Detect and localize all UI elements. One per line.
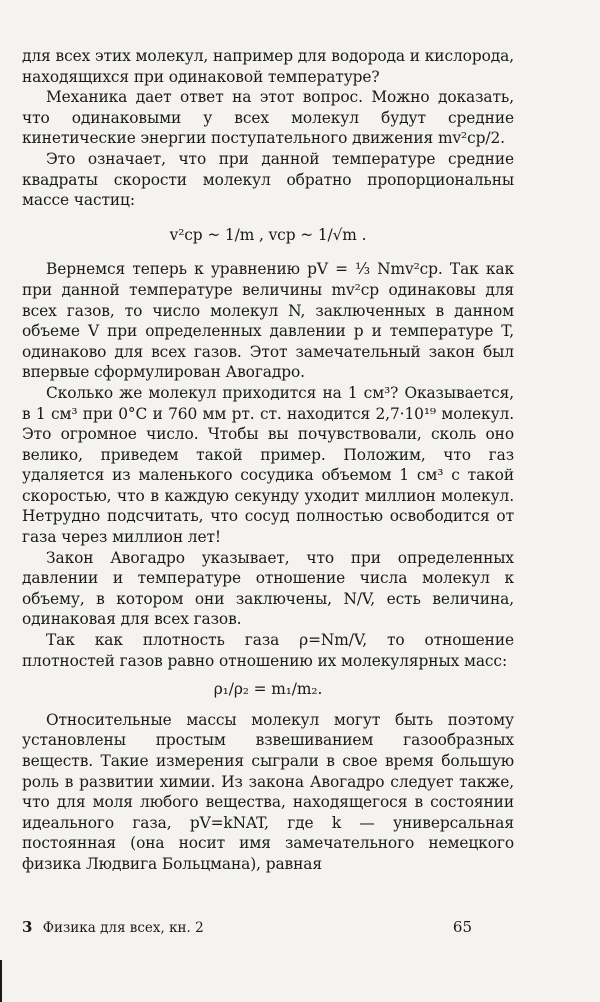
paragraph-5: Сколько же молекул приходится на 1 см³? Оказывается, в 1 см³ при 0°C и 760 мм рт. ст. находится 2,7·10¹⁹ молекул. Это огромное число. Чтобы вы почувствовали, сколь оно велико, приведем такой пример. Положим, что газ удаляется из маленького сосудика объемом 1 см³ с такой скоростью, что в каждую секунду уходит миллион молекул. Нетрудно подсчитать, что сосуд полностью освободится от газа через миллион лет! [22, 383, 514, 547]
book-signature [22, 918, 204, 937]
page-number: 65 [452, 918, 472, 936]
formula-density-ratio: ρ₁/ρ₂ = m₁/m₂. [213, 680, 323, 699]
paragraph-2: Механика дает ответ на этот вопрос. Можно доказать, что одинаковыми у всех молекул будут средние кинетические энергии поступательного движения mv²ср/2. [22, 88, 514, 148]
formula-velocity-mass: v²ср ~ 1/m , vср ~ 1/√m . [169, 225, 367, 244]
paragraph-6: Закон Авогадро указывает, что при определенных давлении и температуре отношение числа молекул к объему, в котором они заключены, N/V, есть величина, одинаковая для всех газов. [22, 548, 514, 629]
paragraph-4: Вернемся теперь к уравнению pV = ⅓ Nmv²ср. Так как при данной температуре величины mv²ср одинаковы для всех газов, то число молекул N, заключенных в данном объеме V при определенных давлении p и температуре T, одинаково для всех газов. Этот замечательный закон был впервые сформулирован Авогадро. [22, 260, 514, 382]
page-text-block [22, 46, 514, 946]
paragraph-1: для всех этих молекул, например для водорода и кислорода, находящихся при одинаковой температуре? [22, 47, 514, 86]
paragraph-8: Относительные массы молекул могут быть поэтому установлены простым взвешиванием газообразных веществ. Такие измерения сыграли в свое время большую роль в развитии химии. Из закона Авогадро следует также, что для моля любого вещества, находящегося в состоянии идеального газа, pV=kNAT, где k — универсальная постоянная (она носит имя замечательного немецкого физика Людвига Больцмана), равная [22, 710, 514, 873]
scan-edge-mark [0, 960, 2, 1002]
page-footer [22, 918, 514, 937]
paragraph-7: Так как плотность газа ρ=Nm/V, то отношение плотностей газов равно отношению их молекулярных масс: [22, 631, 514, 670]
signature-number: 3 [22, 918, 33, 936]
signature-text: Физика для всех, кн. 2 [42, 920, 204, 936]
paragraph-3: Это означает, что при данной температуре средние квадраты скорости молекул обратно пропорциональны массе частиц: [22, 149, 514, 210]
